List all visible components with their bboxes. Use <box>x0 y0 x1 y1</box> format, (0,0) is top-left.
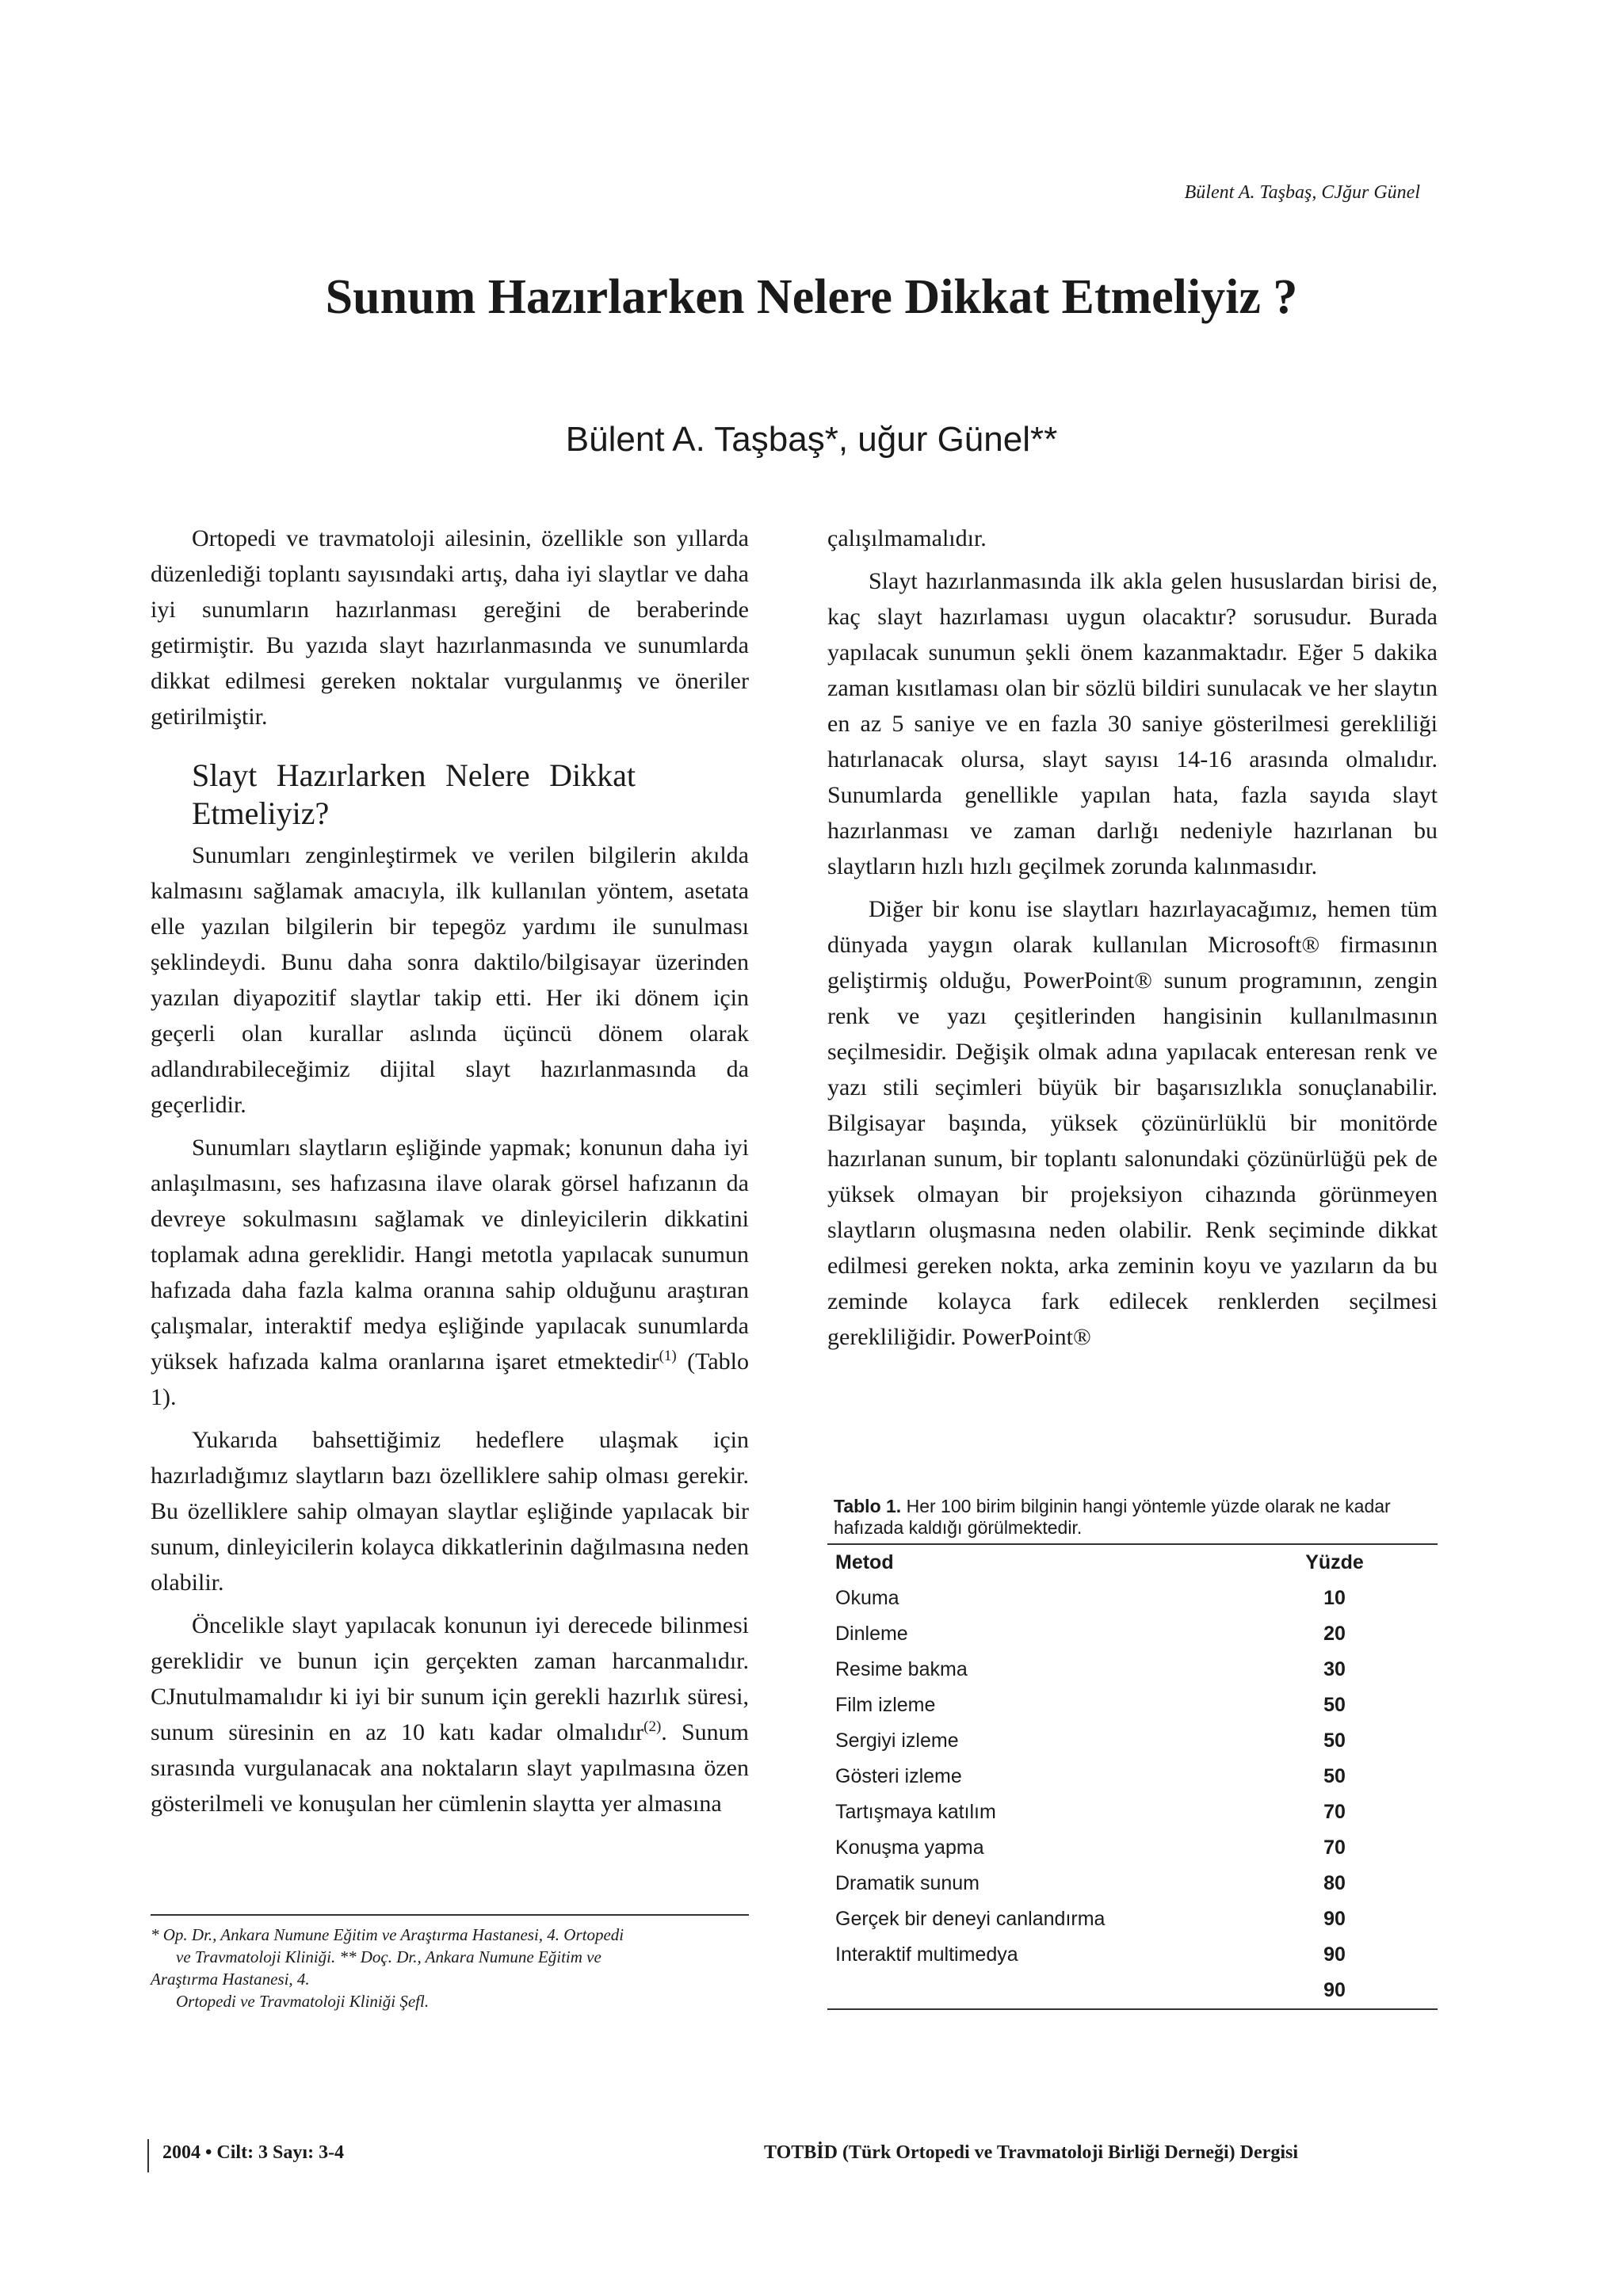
footnote-line: Araştırma Hastanesi, 4. <box>151 1970 310 1989</box>
body-paragraph: Yukarıda bahsettiğimiz hedeflere ulaşmak için hazırladığımız slaytların bazı özelliklere sahip olması gerekir. Bu özelliklere sahip olmayan slaytlar eşliğinde yapılacak bir sunum, dinleyicilerin kolayca dikkatlerinin dağılmasına neden olabilir. <box>151 1427 749 1596</box>
body-paragraph: çalışılmamalıdır. <box>827 525 987 551</box>
column-header-method: Metod <box>835 1551 894 1573</box>
body-paragraph: Sunumları zenginleştirmek ve verilen bilgilerin akılda kalmasını sağlamak amacıyla, ilk kullanılan yöntem, asetata elle yazılan bilgilerin bir tepegöz yardımı ile sunulması şeklindeydi. Bunu daha sonra daktilo/bilgisayar üzerinden yazılan diyapozitif slaytlar takip etti. Her iki dönem için geçerli olan kurallar aslında üçüncü dönem olarak adlandırabileceğimiz dijital slayt hazırlanmasında da geçerlidir. <box>151 842 749 1118</box>
right-column <box>827 521 1438 1362</box>
table-row <box>827 1759 1438 1794</box>
method-cell: Konuşma yapma <box>835 1836 984 1859</box>
method-cell: Dramatik sunum <box>835 1872 980 1894</box>
retention-table <box>827 1543 1438 2010</box>
percent-cell: 20 <box>1323 1623 1346 1645</box>
method-cell: Gösteri izleme <box>835 1765 962 1787</box>
section-heading: Slayt Hazırlarken Nelere Dikkat Etmeliyiz? <box>192 757 636 831</box>
method-cell: Okuma <box>835 1587 899 1609</box>
article-title: Sunum Hazırlarken Nelere Dikkat Etmeliyiz ? <box>325 270 1298 324</box>
table-row <box>827 1866 1438 1901</box>
abstract-paragraph: Ortopedi ve travmatoloji ailesinin, özellikle son yıllarda düzenlediği toplantı sayısındaki artış, daha iyi slaytlar ve daha iyi sunumların hazırlanması gereğini de beraberinde getirmiştir. Bu yazıda slayt hazırlanmasında ve sunumlarda dikkat edilmesi gereken noktalar vurgulanmış ve öneriler getirilmiştir. <box>151 525 749 730</box>
percent-cell: 80 <box>1323 1872 1346 1894</box>
table-row <box>827 1794 1438 1830</box>
method-cell: Dinleme <box>835 1623 908 1645</box>
table-row <box>827 1830 1438 1866</box>
column-header-percent: Yüzde <box>1305 1551 1364 1573</box>
table-row <box>827 1688 1438 1723</box>
percent-cell: 90 <box>1323 1943 1346 1966</box>
left-column <box>151 521 749 1829</box>
author-line: Bülent A. Taşbaş*, uğur Günel** <box>565 420 1058 459</box>
percent-cell: 90 <box>1323 1908 1346 1930</box>
table-row <box>827 1937 1438 1973</box>
citation-ref: (1) <box>659 1348 677 1364</box>
body-paragraph <box>151 1130 749 1415</box>
footer-journal-name: TOTBİD (Türk Ortopedi ve Travmatoloji Birliği Derneği) Dergisi <box>764 2142 1298 2163</box>
table-row <box>827 1973 1438 2009</box>
table-row <box>827 1901 1438 1937</box>
paragraph-text: . Sunum sırasında vurgulanacak ana noktaların slayt yapılmasına özen gösterilmeli ve konuşulan her cümlenin slaytta yer almasına <box>151 1719 749 1817</box>
percent-cell: 70 <box>1323 1836 1346 1859</box>
body-paragraph <box>151 1608 749 1821</box>
paragraph-text: (Tablo 1). <box>151 1348 749 1410</box>
footnote-line: Ortopedi ve Travmatoloji Kliniği Şefl. <box>176 1992 430 2011</box>
paragraph-text: Öncelikle slayt yapılacak konunun iyi derecede bilinmesi gereklidir ve bunun için gerçekten zaman harcanmalıdır. CJnutulmamalıdır ki iyi bir sunum için gerekli hazırlık süresi, sunum süresinin en az 10 katı kadar olmalıdır <box>151 1612 749 1745</box>
method-cell: Resime bakma <box>835 1658 968 1680</box>
percent-cell: 10 <box>1323 1587 1346 1609</box>
footer-divider <box>147 2139 149 2172</box>
method-cell: Tartışmaya katılım <box>835 1801 996 1823</box>
table-caption <box>834 1496 1438 1539</box>
method-cell: Sergiyi izleme <box>835 1730 959 1752</box>
footnote <box>151 1924 749 2012</box>
paragraph-text: Sunumları slaytların eşliğinde yapmak; konunun daha iyi anlaşılmasını, ses hafızasına ilave olarak görsel hafızanın da devreye sokulmasını sağlamak ve dinleyicilerin dikkatini toplamak adına gereklidir. Hangi metotla yapılacak sunumun hafızada daha fazla kalma oranına sahip olduğunu araştıran çalışmalar, interaktif medya eşliğinde yapılacak sunumlarda yüksek hafızada kalma oranlarına işaret etmektedir <box>151 1135 749 1375</box>
table-caption-label: Tablo 1. <box>834 1496 902 1516</box>
body-paragraph: Diğer bir konu ise slaytları hazırlayacağımız, hemen tüm dünyada yaygın olarak kullanılan Microsoft® firmasının geliştirmiş olduğu, PowerPoint® sunum programının, zengin renk ve yazı çeşitlerinden hangisinin kullanılmasının seçilmesidir. Değişik olmak adına yapılacak enteresan renk ve yazı stili seçimleri büyük bir başarısızlıkla sonuçlanabilir. Bilgisayar başında, yüksek çözünürlüklü bir monitörde hazırlanan sunum, bir toplantı salonundaki çözünürlüğü pek de yüksek olmayan bir projeksiyon cihazında görünmeyen slaytların oluşmasına neden olabilir. Renk seçiminde dikkat edilmesi gereken nokta, arka zeminin koyu ve yazıların da bu zeminde kolayca fark edilecek renklerden seçilmesi gerekliliğidir. PowerPoint® <box>827 896 1438 1350</box>
percent-cell: 90 <box>1323 1979 1346 2001</box>
method-cell <box>827 1973 1279 2009</box>
method-cell: Gerçek bir deneyi canlandırma <box>835 1908 1106 1930</box>
table-row <box>827 1581 1438 1616</box>
footnote-line: ve Travmatoloji Kliniği. ** Doç. Dr., Ankara Numune Eğitim ve <box>176 1947 601 1966</box>
footer-issue-info: 2004 • Cilt: 3 Sayı: 3-4 <box>162 2142 345 2163</box>
percent-cell: 50 <box>1323 1765 1346 1787</box>
table-row <box>827 1616 1438 1652</box>
percent-cell: 50 <box>1323 1730 1346 1752</box>
footnote-divider <box>151 1914 749 1916</box>
running-header: Bülent A. Taşbaş, CJğur Günel <box>1184 182 1420 203</box>
method-cell: Interaktif multimedya <box>835 1943 1018 1966</box>
table-row <box>827 1652 1438 1688</box>
percent-cell: 70 <box>1323 1801 1346 1823</box>
method-cell: Film izleme <box>835 1694 936 1716</box>
table-caption-text: Her 100 birim bilginin hangi yöntemle yüzde olarak ne kadar hafızada kaldığı görülmektedir. <box>834 1496 1391 1538</box>
table-row <box>827 1723 1438 1759</box>
body-paragraph: Slayt hazırlanmasında ilk akla gelen hususlardan birisi de, kaç slayt hazırlaması uygun olacaktır? sorusudur. Burada yapılacak sunumun şekli önem kazanmaktadır. Eğer 5 dakika zaman kısıtlaması olan bir sözlü bildiri sunulacak ve her slaytın en az 5 saniye ve en fazla 30 saniye gösterilmesi gerekliliği hatırlanacak olursa, slayt sayısı 14-16 arasında olmalıdır. Sunumlarda genellikle yapılan hata, fazla sayıda slayt hazırlanması ve zaman darlığı nedeniyle hazırlanan bu slaytların hızlı hızlı geçilmek zorunda kalınmasıdır. <box>827 568 1438 879</box>
percent-cell: 50 <box>1323 1694 1346 1716</box>
footnote-line: * Op. Dr., Ankara Numune Eğitim ve Araştırma Hastanesi, 4. Ortopedi <box>151 1925 624 1944</box>
citation-ref: (2) <box>643 1718 662 1735</box>
percent-cell: 30 <box>1323 1658 1346 1680</box>
table-1 <box>827 1496 1438 2010</box>
table-header-row <box>827 1544 1438 1581</box>
